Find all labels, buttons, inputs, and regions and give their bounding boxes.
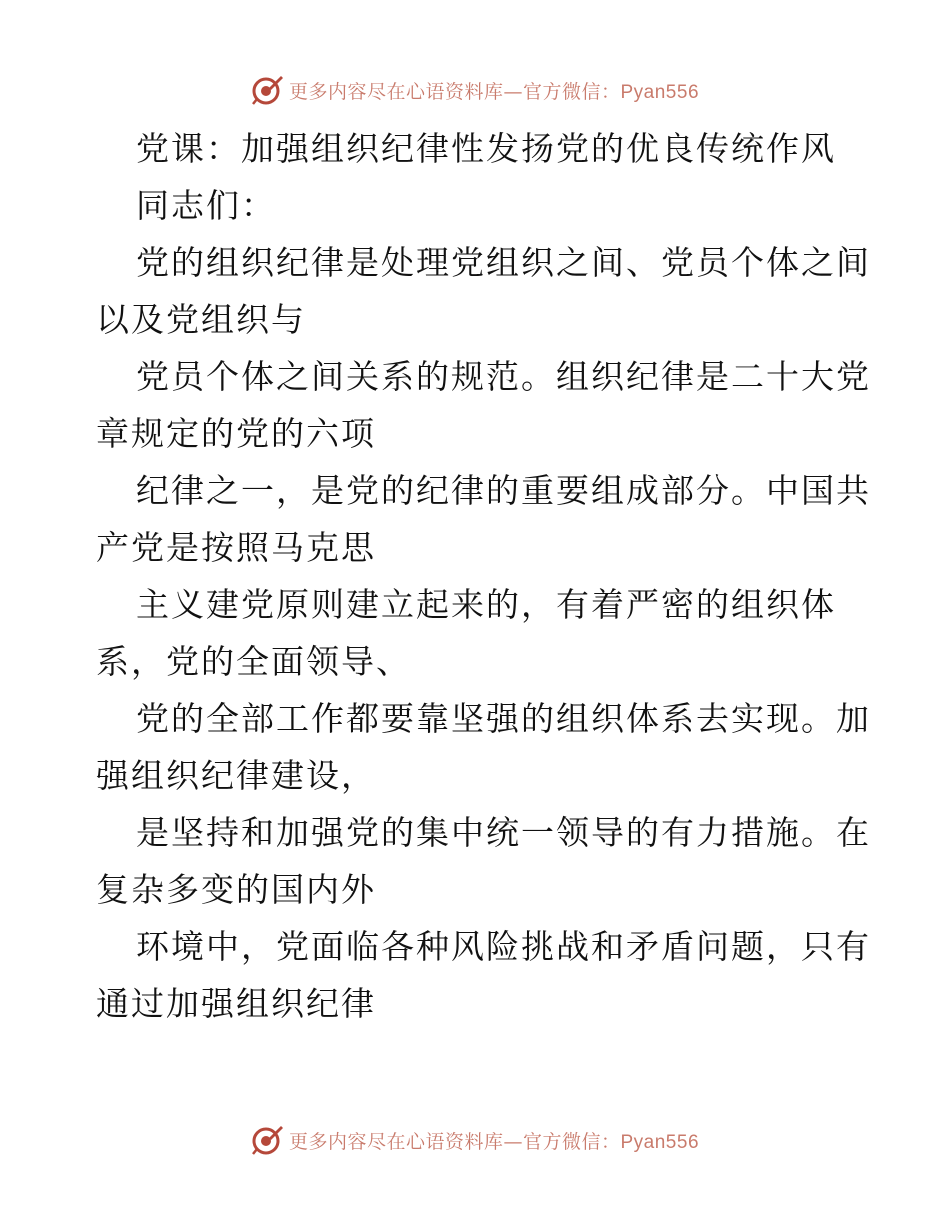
document-body — [96, 120, 871, 1032]
text-line: 同志们： — [136, 186, 276, 225]
watermark-dash: — — [503, 1130, 523, 1153]
watermark-id: Pyan556 — [620, 1131, 700, 1153]
footer-watermark — [0, 1120, 950, 1160]
watermark-text — [289, 1127, 699, 1154]
text-line: 章规定的党的六项 — [96, 414, 376, 453]
text-line: 党员个体之间关系的规范。组织纪律是二十大党 — [136, 357, 871, 396]
watermark-text — [289, 77, 699, 104]
text-line: 环境中，党面临各种风险挑战和矛盾问题，只有 — [136, 927, 871, 966]
text-line: 以及党组织与 — [96, 300, 306, 339]
pen-nib-logo-icon — [251, 1123, 285, 1157]
text-line: 复杂多变的国内外 — [96, 870, 376, 909]
watermark-library-name: 更多内容尽在心语资料库 — [288, 80, 504, 103]
pen-nib-logo-icon — [251, 73, 285, 107]
text-line: 主义建党原则建立起来的，有着严密的组织体 — [136, 585, 836, 624]
watermark-dash: — — [503, 80, 523, 103]
text-line: 党课：加强组织纪律性发扬党的优良传统作风 — [136, 129, 836, 168]
text-line: 产党是按照马克思 — [96, 528, 376, 567]
watermark-label: 官方微信： — [522, 80, 621, 103]
text-line: 强组织纪律建设， — [96, 756, 376, 795]
text-line: 通过加强组织纪律 — [96, 984, 376, 1023]
watermark-label: 官方微信： — [522, 1130, 621, 1153]
watermark-id: Pyan556 — [620, 81, 700, 103]
text-line: 系，党的全面领导、 — [96, 642, 411, 681]
header-watermark — [0, 70, 950, 110]
text-line: 是坚持和加强党的集中统一领导的有力措施。在 — [136, 813, 871, 852]
text-line: 纪律之一，是党的纪律的重要组成部分。中国共 — [136, 471, 871, 510]
watermark-library-name: 更多内容尽在心语资料库 — [288, 1130, 504, 1153]
text-line: 党的组织纪律是处理党组织之间、党员个体之间 — [136, 243, 871, 282]
text-line: 党的全部工作都要靠坚强的组织体系去实现。加 — [136, 699, 871, 738]
